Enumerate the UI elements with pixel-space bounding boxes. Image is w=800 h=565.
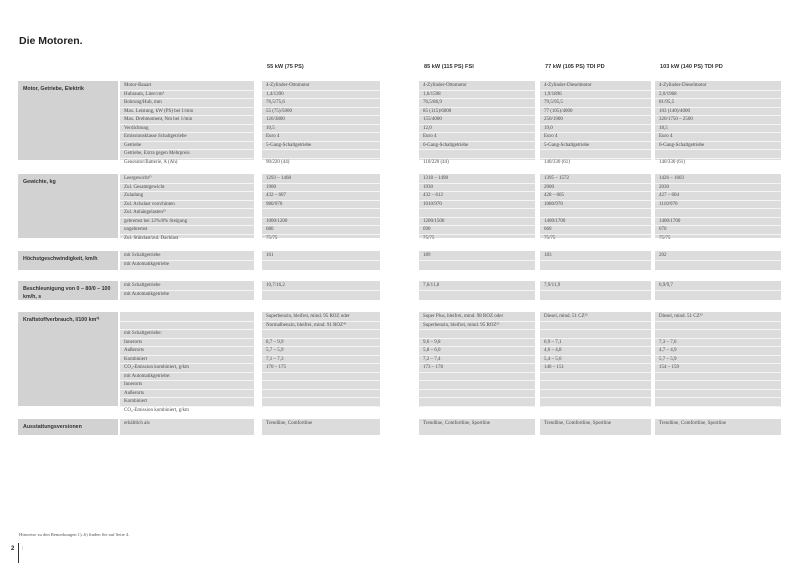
value: 1400/1700	[540, 218, 651, 227]
value	[655, 381, 781, 390]
value	[655, 322, 781, 331]
value: 1010/970	[419, 201, 535, 210]
value: 1395 – 1572	[540, 175, 651, 184]
row-name: Zul. Gesamtgewicht	[120, 184, 254, 193]
value: 5,4 – 5,6	[540, 356, 651, 365]
value-cell-col2	[419, 251, 535, 270]
value-cell-col1	[262, 81, 380, 165]
value	[655, 330, 781, 339]
value	[655, 291, 781, 299]
page-number: 2	[11, 546, 15, 552]
value	[262, 373, 380, 382]
value: 1110/970	[655, 201, 781, 210]
row-name: CO₂-Emission kombiniert, g/km	[120, 364, 254, 373]
value: 1,9/1896	[540, 91, 651, 100]
value: 1318 – 1498	[419, 175, 535, 184]
value: Diesel, mind. 51 CZ⁶⁾	[540, 313, 651, 322]
value: 90/220 (44)	[266, 159, 290, 165]
value: 4-Zylinder-Ottomotor	[419, 82, 535, 91]
value: Super Plus, bleifrei, mind. 98 ROZ oder	[419, 313, 535, 322]
row-name: Generator/Batterie, A (Ah)	[124, 159, 178, 165]
value: 6-Gang-Schaltgetriebe	[419, 142, 535, 151]
value: 5-Gang-Schaltgetriebe	[540, 142, 651, 151]
value: Euro 4	[419, 133, 535, 142]
row-names-cell	[120, 81, 254, 165]
value-cell-col2	[419, 281, 535, 300]
value-cell-col3	[540, 174, 651, 241]
value: 76,5/75,6	[262, 99, 380, 108]
value-cell-col3	[540, 81, 651, 165]
value: 5,8 – 6,0	[419, 347, 535, 356]
value: 2,0/1968	[655, 91, 781, 100]
value: 154 – 159	[655, 364, 781, 373]
value	[540, 390, 651, 399]
value: 4,6 – 4,8	[540, 347, 651, 356]
value	[419, 150, 535, 159]
value-cell-col4	[655, 251, 781, 270]
value	[540, 330, 651, 339]
value-cell-col4	[655, 81, 781, 165]
value	[655, 407, 781, 415]
row-name: Innerorts	[120, 339, 254, 348]
value: 1400/1700	[655, 218, 781, 227]
value	[419, 261, 535, 269]
value	[655, 150, 781, 159]
value	[540, 209, 651, 218]
row-name	[120, 322, 254, 331]
value: 320/1750 – 2500	[655, 116, 781, 125]
value	[540, 322, 651, 331]
value: Normalbenzin, bleifrei, mind. 91 ROZ⁴⁾	[262, 322, 380, 331]
value: Superbenzin, bleifrei, mind. 95 ROZ⁵⁾	[419, 322, 535, 331]
value: 85 (115)/6000	[419, 108, 535, 117]
value: 10,7/16,2	[262, 282, 380, 291]
value-cell-col3	[540, 251, 651, 270]
row-name: Innerorts	[120, 381, 254, 390]
value: 7,3 – 7,6	[655, 339, 781, 348]
row-name: Bohrung/Hub, mm	[120, 99, 254, 108]
row-name: Außerorts	[120, 347, 254, 356]
value	[540, 381, 651, 390]
value: 76,5/86,9	[419, 99, 535, 108]
row-name: mit Schaltgetriebe	[120, 252, 254, 261]
section-label: Beschleunigung von 0 – 80/0 – 100 km/h, s	[23, 286, 111, 300]
section-label: Ausstattungsversionen	[23, 424, 82, 430]
value: 1,6/1598	[419, 91, 535, 100]
value: 4-Zylinder-Dieselmotor	[540, 82, 651, 91]
value	[419, 373, 535, 382]
row-name: mit Schaltgetriebe	[120, 282, 254, 291]
value	[540, 398, 651, 407]
value: 5,7 – 5,9	[655, 356, 781, 365]
row-name: mit Automatikgetriebe	[124, 261, 170, 267]
section-label-cell	[18, 174, 118, 238]
value	[419, 398, 535, 407]
value: 660	[540, 226, 651, 235]
section-label-cell	[18, 251, 118, 270]
value: 428 – 605	[540, 192, 651, 201]
value	[419, 291, 535, 299]
value: Trendline, Comfortline, Sportline	[423, 421, 491, 426]
value	[419, 330, 535, 339]
value: 6,9/9,7	[655, 282, 781, 291]
value: 146 – 151	[540, 364, 651, 373]
row-name: Getriebe	[120, 142, 254, 151]
section-label: Kraftstoffverbrauch, l/100 km³⁾	[23, 317, 100, 323]
value-cell-col1	[262, 419, 380, 435]
value: 10,5	[262, 125, 380, 134]
row-names-cell	[120, 251, 254, 270]
value: 427 – 604	[655, 192, 781, 201]
value	[262, 209, 380, 218]
row-name: Verdichtung	[120, 125, 254, 134]
section-label-cell	[18, 281, 118, 300]
value: 202	[655, 252, 781, 261]
value: 1080/970	[540, 201, 651, 210]
value-cell-col1	[262, 174, 380, 241]
value: 250/1900	[540, 116, 651, 125]
value-cell-col3	[540, 419, 651, 435]
value: 4-Zylinder-Dieselmotor	[655, 82, 781, 91]
value-cell-col3	[540, 312, 651, 406]
value: 1293 – 1468	[262, 175, 380, 184]
value-cell-col1	[262, 251, 380, 270]
value-cell-col3	[540, 281, 651, 300]
value: 6-Gang-Schaltgetriebe	[655, 142, 781, 151]
row-name: mit Schaltgetriebe:	[120, 330, 254, 339]
value: Superbenzin, bleifrei, mind. 95 ROZ oder	[262, 313, 380, 322]
value: 1930	[419, 184, 535, 193]
value: 75/75	[544, 235, 556, 241]
value	[419, 381, 535, 390]
value: 103 (140)/4000	[655, 108, 781, 117]
column-header-85kw: 85 kW (115 PS) FSI	[424, 64, 474, 70]
value	[262, 150, 380, 159]
value: 680	[262, 226, 380, 235]
column-header-55kw: 55 kW (75 PS)	[267, 64, 304, 70]
value	[540, 373, 651, 382]
section-label-cell	[18, 81, 118, 160]
value: Trendline, Comfortline	[266, 421, 313, 426]
row-name: Zul. Anhängelasten²⁾	[120, 209, 254, 218]
value: 432 – 607	[262, 192, 380, 201]
value: 55 (75)/5000	[262, 108, 380, 117]
value: 7,9/11,9	[540, 282, 651, 291]
value: Trendline, Comfortline, Sportline	[544, 421, 612, 426]
value-cell-col2	[419, 419, 535, 435]
value	[419, 390, 535, 399]
value: 77 (105)/4000	[540, 108, 651, 117]
row-name: Zul. Stützlast/zul. Dachlast	[124, 235, 179, 241]
section-label: Gewichte, kg	[23, 179, 56, 185]
value	[540, 261, 651, 269]
row-name: ungebremst	[120, 226, 254, 235]
value: 690	[419, 226, 535, 235]
value: 79,5/95,5	[540, 99, 651, 108]
value: 6,9 – 7,1	[540, 339, 651, 348]
row-name: Kombiniert	[120, 398, 254, 407]
value-cell-col2	[419, 312, 535, 406]
row-name: Zul. Achslast vorn/hinten	[120, 201, 254, 210]
value	[655, 209, 781, 218]
value: Diesel, mind. 51 CZ⁶⁾	[655, 313, 781, 322]
section-label: Motor, Getriebe, Elektrik	[23, 86, 84, 92]
value: 1,4/1390	[262, 91, 380, 100]
value: 1200/1500	[419, 218, 535, 227]
row-names-cell	[120, 419, 254, 435]
section-label-cell	[18, 312, 118, 406]
value: 4,7 – 4,9	[655, 347, 781, 356]
row-name: Emissionsklasse Schaltgetriebe	[120, 133, 254, 142]
value: 110/220 (44)	[423, 159, 449, 165]
value	[262, 398, 380, 407]
value: 2030	[655, 184, 781, 193]
value	[262, 381, 380, 390]
row-name: Außerorts	[120, 390, 254, 399]
row-names-cell	[120, 174, 254, 241]
value: 183	[540, 252, 651, 261]
footnote: Hinweise zu den Bemerkungen 1)–6) finden Sie auf Seite 4.	[19, 532, 130, 537]
value	[540, 291, 651, 299]
value: 189	[419, 252, 535, 261]
value-cell-col4	[655, 419, 781, 435]
row-name: erhältlich als	[124, 421, 150, 426]
value-cell-col4	[655, 281, 781, 300]
column-header-103kw: 103 kW (140 PS) TDI PD	[660, 64, 723, 70]
value	[262, 407, 380, 415]
row-name: Max. Leistung, kW (PS) bei 1/min	[120, 108, 254, 117]
value: 75/75	[423, 235, 435, 241]
page-title: Die Motoren.	[19, 35, 83, 47]
value: 4-Zylinder-Ottomotor	[262, 82, 380, 91]
value: 140/330 (61)	[659, 159, 685, 165]
row-name: Leergewicht¹⁾	[120, 175, 254, 184]
value: 7,1 – 7,3	[262, 356, 380, 365]
value	[262, 291, 380, 299]
row-name: mit Automatikgetriebe	[124, 291, 170, 297]
value	[540, 407, 651, 415]
value: 75/75	[659, 235, 671, 241]
value	[262, 390, 380, 399]
value-cell-col2	[419, 81, 535, 165]
value: 140/330 (61)	[544, 159, 570, 165]
value: 75/75	[266, 235, 278, 241]
row-name: Max. Drehmoment, Nm bei 1/min	[120, 116, 254, 125]
row-name: Motor-Bauart	[120, 82, 254, 91]
value: 8,7 – 9,9	[262, 339, 380, 348]
value: 980/970	[262, 201, 380, 210]
row-name: mit Automatikgetriebe:	[120, 373, 254, 382]
value	[655, 398, 781, 407]
value: 1000/1200	[262, 218, 380, 227]
row-name	[120, 313, 254, 322]
page-divider	[18, 543, 19, 563]
value	[540, 150, 651, 159]
value: 18,5	[655, 125, 781, 134]
value: 81/95,5	[655, 99, 781, 108]
row-names-cell	[120, 312, 254, 413]
value: Euro 4	[262, 133, 380, 142]
value: 170 – 175	[262, 364, 380, 373]
row-name: Kombiniert	[120, 356, 254, 365]
page-mark: |	[22, 546, 24, 551]
row-names-cell	[120, 281, 254, 300]
column-header-77kw: 77 kW (105 PS) TDI PD	[545, 64, 605, 70]
value: 1900	[262, 184, 380, 193]
row-name: gebremst bei 12%/8% Steigung	[120, 218, 254, 227]
section-label-cell	[18, 419, 118, 435]
value	[262, 330, 380, 339]
row-name: Hubraum, Liter/cm³	[120, 91, 254, 100]
value: 126/3800	[262, 116, 380, 125]
value-cell-col1	[262, 281, 380, 300]
value-cell-col2	[419, 174, 535, 241]
value: 5,7 – 5,9	[262, 347, 380, 356]
value: 1426 – 1603	[655, 175, 781, 184]
value	[419, 407, 535, 415]
value: 19,0	[540, 125, 651, 134]
value: Euro 4	[540, 133, 651, 142]
value: Trendline, Comfortline, Sportline	[659, 421, 727, 426]
value	[655, 390, 781, 399]
value: Euro 4	[655, 133, 781, 142]
value: 173 – 178	[419, 364, 535, 373]
value-cell-col4	[655, 174, 781, 241]
value-cell-col4	[655, 312, 781, 406]
value: 161	[262, 252, 380, 261]
value: 5-Gang-Schaltgetriebe	[262, 142, 380, 151]
value: 432 – 612	[419, 192, 535, 201]
value: 670	[655, 226, 781, 235]
row-name: CO₂-Emission kombiniert, g/km	[124, 407, 189, 413]
value: 2000	[540, 184, 651, 193]
value: 9,6 – 9,8	[419, 339, 535, 348]
row-name: Getriebe, Extra gegen Mehrpreis	[120, 150, 254, 159]
value: 7,6/11,8	[419, 282, 535, 291]
row-name: Zuladung	[120, 192, 254, 201]
value: 155/4000	[419, 116, 535, 125]
value	[419, 209, 535, 218]
value-cell-col1	[262, 312, 380, 406]
value	[262, 261, 380, 269]
value	[655, 261, 781, 269]
value: 7,2 – 7,4	[419, 356, 535, 365]
value: 12,0	[419, 125, 535, 134]
section-label: Höchstgeschwindigkeit, km/h	[23, 256, 98, 262]
value	[655, 373, 781, 382]
